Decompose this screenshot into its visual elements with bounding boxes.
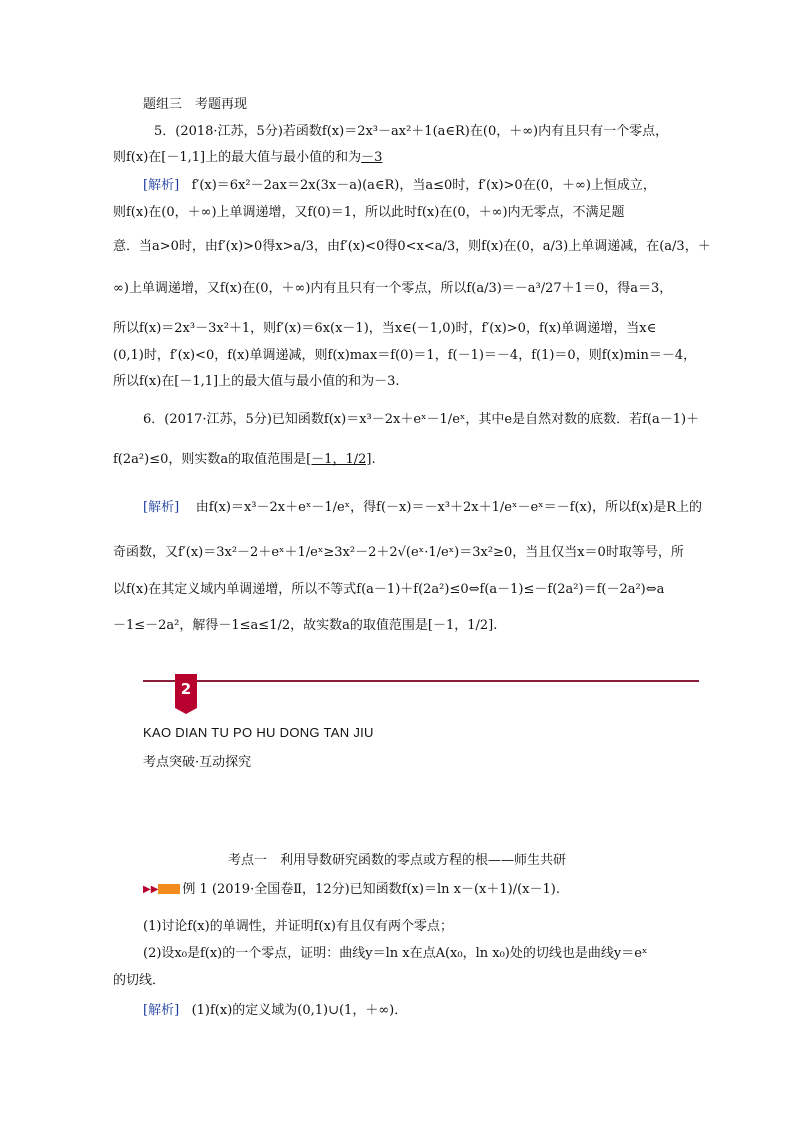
q5-solution-line1 (143, 177, 656, 195)
q6-solution-line2: 奇函数，又f′(x)＝3x²－2＋eˣ＋1/eˣ≥3x²－2＋2√(eˣ·1/eˣ)＝3x²≥0，当且仅当x＝0时取等号，所 (113, 545, 684, 560)
example-marker-icon: ▶▶ (143, 880, 182, 899)
q5-statement-line1: 5．(2018·江苏，5分)若函数f(x)＝2x³－ax²＋1(a∈R)在(0，＋∞)内有且只有一个零点， (154, 124, 669, 139)
q6-solution-line4: －1≤－2a²，解得－1≤a≤1/2，故实数a的取值范围是[－1，1/2]. (113, 618, 498, 633)
q5-solution-line7: 所以f(x)在[－1,1]上的最大值与最小值的和为－3. (113, 374, 400, 389)
q6-solution-line1 (143, 499, 702, 517)
q5-solution-line4: ∞)上单调递增，又f(x)在(0，＋∞)内有且只有一个零点，所以f(a/3)＝－a³/27＋1＝0，得a＝3， (113, 281, 673, 296)
section-divider (143, 680, 699, 682)
q5-answer: －3 (361, 150, 383, 165)
section-pinyin: KAO DIAN TU PO HU DONG TAN JIU (143, 725, 374, 740)
q5-solution-line5: 所以f(x)＝2x³－3x²＋1，则f′(x)＝6x(x－1)，当x∈(－1,0)时，f′(x)>0，f(x)单调递增，当x∈ (113, 321, 657, 336)
example-part2-line2: 的切线． (113, 973, 166, 988)
q6-question: f(2a²)≤0，则实数a的取值范围是 (113, 452, 307, 467)
q5-solution-text1: f′(x)＝6x²－2ax＝2x(3x－a)(a∈R)，当a≤0时，f′(x)>0在(0，＋∞)上恒成立， (191, 178, 656, 193)
q6-solution-line3: 以f(x)在其定义域内单调递增，所以不等式f(a－1)＋f(2a²)≤0⇔f(a－1)≤－f(2a²)＝f(－2a²)⇔a (113, 582, 665, 597)
q5-solution-line2: 则f(x)在(0，＋∞)上单调递增，又f(0)＝1，所以此时f(x)在(0，＋∞)内无零点，不满足题 (113, 205, 625, 220)
q5-solution-tag: [解析] (143, 178, 180, 193)
section-number-badge: 2 (175, 674, 197, 708)
group-header: 题组三 考题再现 (143, 97, 248, 112)
q6-statement-line2: f(2a²)≤0，则实数a的取值范围是[－1，1/2]. (113, 452, 376, 467)
example-part1: (1)讨论f(x)的单调性，并证明f(x)有且仅有两个零点； (143, 919, 453, 934)
q6-statement-line1: 6．(2017·江苏，5分)已知函数f(x)＝x³－2x＋eˣ－1/eˣ，其中e是自然对数的底数．若f(a－1)＋ (143, 412, 700, 427)
q6-solution-text1: 由f(x)＝x³－2x＋eˣ－1/eˣ，得f(－x)＝－x³＋2x＋1/eˣ－eˣ＝－f(x)，所以f(x)是R上的 (195, 500, 703, 515)
key-point-title: 考点一 利用导数研究函数的零点或方程的根——师生共研 (227, 853, 566, 868)
q6-solution-tag: [解析] (143, 500, 180, 515)
example-part2-line1: (2)设x₀是f(x)的一个零点，证明：曲线y＝ln x在点A(x₀，ln x₀)处的切线也是曲线y＝eˣ (143, 946, 648, 961)
example-solution-tag: [解析] (143, 1003, 180, 1018)
example-solution (143, 1002, 407, 1020)
q5-question: 则f(x)在[－1,1]上的最大值与最小值的和为 (113, 150, 362, 165)
q6-answer: [－1，1/2] (306, 452, 372, 467)
example-text: 例 1 (2019·全国卷Ⅱ，12分)已知函数f(x)＝ln x－(x＋1)/(x－1). (182, 882, 560, 897)
example-solution-text: (1)f(x)的定义域为(0,1)∪(1，＋∞)． (191, 1003, 408, 1018)
q5-solution-line3: 意．当a>0时，由f′(x)>0得x>a/3，由f′(x)<0得0<x<a/3，则f(x)在(0，a/3)上单调递减，在(a/3，＋ (113, 239, 711, 254)
section-subtitle: 考点突破·互动探究 (143, 755, 252, 770)
q5-solution-line6: (0,1)时，f′(x)<0，f(x)单调递减，则f(x)max＝f(0)＝1，f(－1)＝－4，f(1)＝0，则f(x)min＝－4， (113, 348, 697, 363)
example-statement (143, 880, 560, 899)
q5-statement-line2 (113, 149, 382, 167)
